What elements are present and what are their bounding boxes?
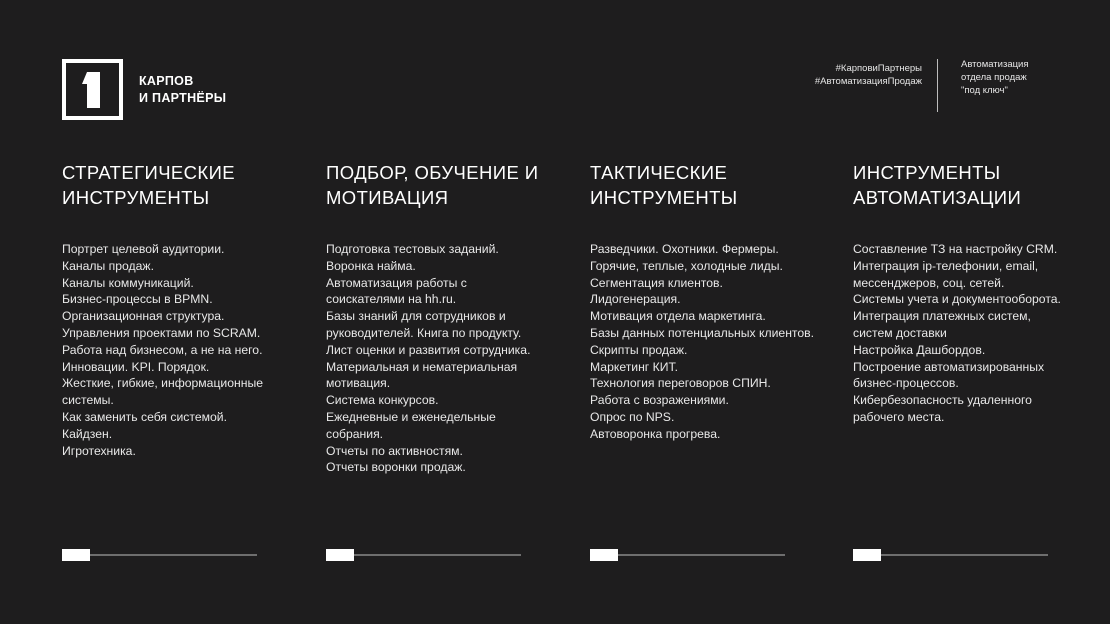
list-item: Отчеты воронки продаж. <box>326 460 466 475</box>
list-item: Игротехника. <box>62 443 136 458</box>
column-title-line: ТАКТИЧЕСКИЕ <box>590 162 728 183</box>
list-item: Подготовка тестовых заданий. <box>326 242 499 256</box>
column-tactical-tools <box>590 160 848 443</box>
list-item: мотивация. <box>326 376 391 391</box>
column-title <box>62 160 312 210</box>
list-item: Система конкурсов. <box>326 393 439 408</box>
list-item: рабочего места. <box>853 409 945 424</box>
progress-indicator-track <box>881 554 1048 556</box>
logo-line-1: КАРПОВ <box>139 73 194 88</box>
progress-indicator-track <box>354 554 521 556</box>
column-items <box>853 241 1103 426</box>
list-item: собрания. <box>326 426 384 441</box>
hashtags <box>815 62 922 88</box>
list-item: Бизнес-процессы в BPMN. <box>62 292 213 307</box>
progress-indicator <box>62 549 257 561</box>
list-item: Каналы продаж. <box>62 258 154 273</box>
progress-indicator-track <box>618 554 785 556</box>
progress-indicator-fill <box>326 549 354 561</box>
company-logo[interactable] <box>62 59 226 120</box>
list-item: Составление ТЗ на настройку CRM. <box>853 242 1058 256</box>
list-item: Базы данных потенциальных клиентов. <box>590 325 815 340</box>
list-item: Материальная и нематериальная <box>326 359 518 374</box>
list-item: Каналы коммуникаций. <box>62 275 194 290</box>
list-item: Маркетинг КИТ. <box>590 359 678 374</box>
list-item: Управления проектами по SCRAM. <box>62 325 261 340</box>
list-item: бизнес-процессов. <box>853 376 959 391</box>
progress-indicator <box>853 549 1048 561</box>
logo-line-2: И ПАРТНЁРЫ <box>139 90 227 105</box>
column-strategic-tools <box>62 160 312 459</box>
column-title-line: ИНСТРУМЕНТЫ <box>853 162 1001 183</box>
column-title <box>853 160 1103 210</box>
list-item: Работа над бизнесом, а не на него. <box>62 342 263 357</box>
column-title-line: ИНСТРУМЕНТЫ <box>590 187 738 208</box>
column-items <box>62 241 312 459</box>
column-title <box>590 160 848 210</box>
list-item: Воронка найма. <box>326 258 416 273</box>
list-item: Лидогенерация. <box>590 292 681 307</box>
progress-indicator-fill <box>590 549 618 561</box>
list-item: Настройка Дашбордов. <box>853 342 986 357</box>
list-item: Интеграция платежных систем, <box>853 309 1031 324</box>
list-item: Отчеты по активностям. <box>326 443 463 458</box>
list-item: Мотивация отдела маркетинга. <box>590 309 766 324</box>
logo-mark-icon <box>62 59 123 120</box>
column-title <box>326 160 576 210</box>
list-item: Базы знаний для сотрудников и <box>326 309 506 324</box>
column-hiring-training-motivation <box>326 160 576 476</box>
progress-indicator-track <box>90 554 257 556</box>
column-title-line: ИНСТРУМЕНТЫ <box>62 187 210 208</box>
hashtag: #АвтоматизацияПродаж <box>814 76 922 87</box>
list-item: Технология переговоров СПИН. <box>590 376 771 391</box>
list-item: Портрет целевой аудитории. <box>62 242 225 256</box>
tagline <box>961 58 1029 97</box>
column-title-line: СТРАТЕГИЧЕСКИЕ <box>62 162 236 183</box>
column-title-line: АВТОМАТИЗАЦИИ <box>853 187 1022 208</box>
list-item: Жесткие, гибкие, информационные <box>62 376 264 391</box>
tagline-line: Автоматизация <box>961 59 1029 70</box>
list-item: соискателями на hh.ru. <box>326 292 457 307</box>
list-item: Лист оценки и развития сотрудника. <box>326 342 531 357</box>
list-item: Системы учета и документооборота. <box>853 292 1061 307</box>
progress-indicator-fill <box>62 549 90 561</box>
list-item: руководителей. Книга по продукту. <box>326 325 522 340</box>
column-title-line: ПОДБОР, ОБУЧЕНИЕ И <box>326 162 539 183</box>
list-item: Скрипты продаж. <box>590 342 688 357</box>
tagline-line: отдела продаж <box>961 72 1027 83</box>
column-title-line: МОТИВАЦИЯ <box>326 187 449 208</box>
hashtag: #КарповиПартнеры <box>835 63 922 74</box>
list-item: Как заменить себя системой. <box>62 409 227 424</box>
list-item: Инновации. KPI. Порядок. <box>62 359 210 374</box>
list-item: мессенджеров, соц. сетей. <box>853 275 1005 290</box>
column-automation-tools <box>853 160 1103 426</box>
progress-indicator <box>590 549 785 561</box>
list-item: Работа с возражениями. <box>590 393 729 408</box>
list-item: Интеграция ip-телефонии, email, <box>853 258 1039 273</box>
list-item: Разведчики. Охотники. Фермеры. <box>590 242 779 256</box>
header-divider <box>937 59 938 112</box>
list-item: Горячие, теплые, холодные лиды. <box>590 258 783 273</box>
list-item: системы. <box>62 393 114 408</box>
progress-indicator-fill <box>853 549 881 561</box>
list-item: Сегментация клиентов. <box>590 275 723 290</box>
list-item: Автоматизация работы с <box>326 275 467 290</box>
list-item: Ежедневные и еженедельные <box>326 409 496 424</box>
list-item: Опрос по NPS. <box>590 409 675 424</box>
list-item: Кибербезопасность удаленного <box>853 393 1032 408</box>
tagline-line: "под ключ" <box>961 85 1008 96</box>
list-item: Построение автоматизированных <box>853 359 1045 374</box>
list-item: Организационная структура. <box>62 309 225 324</box>
list-item: систем доставки <box>853 325 947 340</box>
list-item: Автоворонка прогрева. <box>590 426 721 441</box>
column-items <box>326 241 576 476</box>
column-items <box>590 241 848 443</box>
logo-text <box>139 73 226 107</box>
list-item: Кайдзен. <box>62 426 113 441</box>
progress-indicator <box>326 549 521 561</box>
